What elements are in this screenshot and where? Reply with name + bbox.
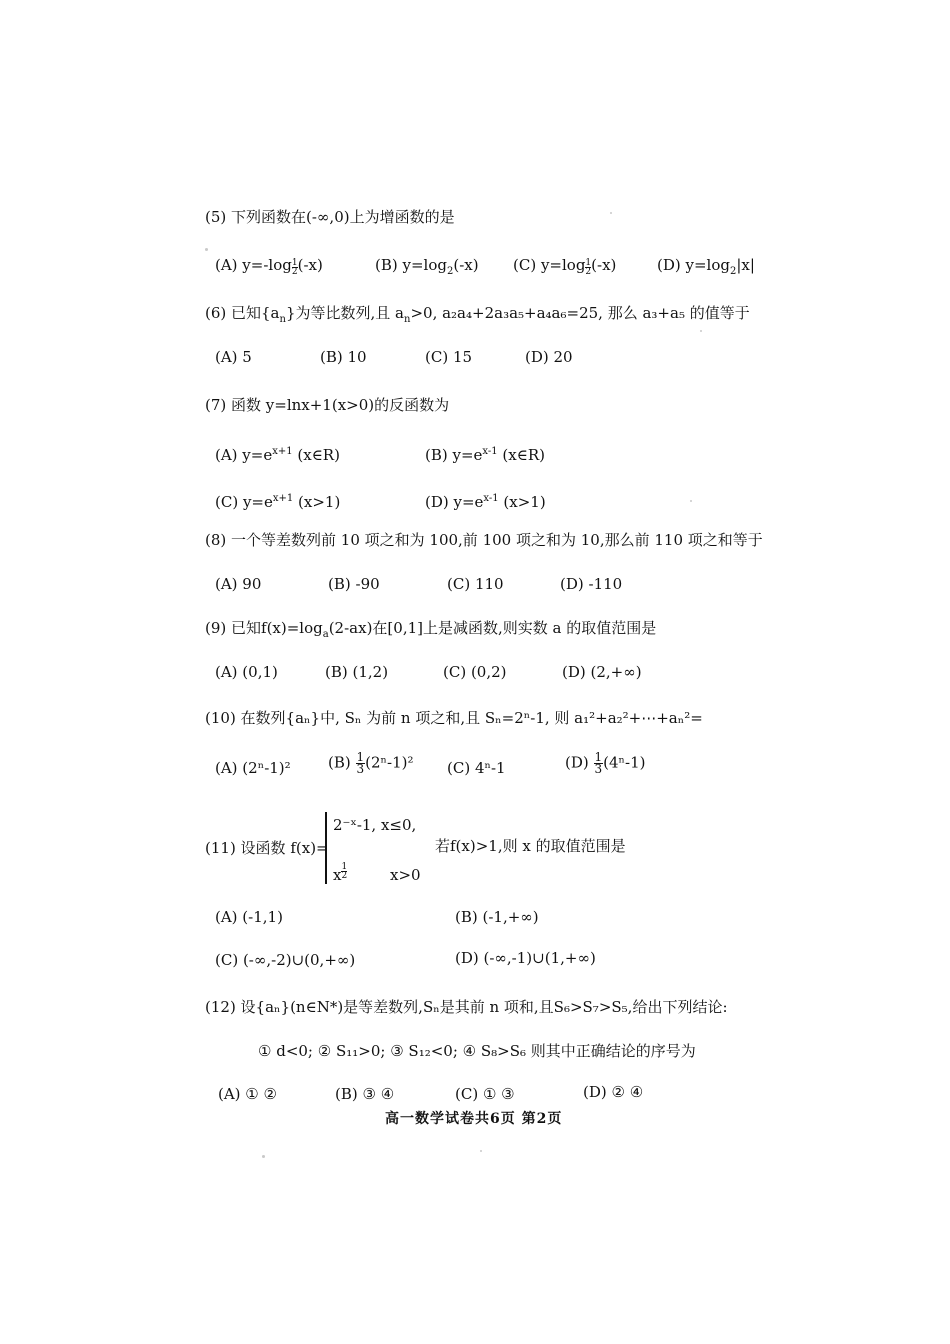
q12-conclusions: ① d<0; ② S₁₁>0; ③ S₁₂<0; ④ S₈>S₆ 则其中正确结论的序号为 [258, 1042, 696, 1060]
q12-stem: (12) 设{aₙ}(n∈N*)是等差数列,Sₙ是其前 n 项和,且S₆>S₇>S₅,给出下列结论: [205, 998, 728, 1016]
q9-option-c: (C) (0,2) [443, 663, 507, 681]
q8-option-a: (A) 90 [215, 575, 262, 593]
scan-speck [690, 500, 692, 502]
q5-option-a: (A) y=-log $\frac{1}{2}$ (-x) [215, 256, 323, 277]
q7-option-a: (A) $y=e^{x+1}$ (x∈R) [215, 446, 340, 464]
scan-speck [610, 212, 612, 214]
q7-option-b: (B) $y=e^{x-1}$ (x∈R) [425, 446, 545, 464]
q10-option-d: (D) $\frac{1}{3}$ (4ⁿ-1) [565, 750, 646, 776]
q6-option-d: (D) 20 [525, 348, 573, 366]
q12-option-b: (B) ③ ④ [335, 1085, 395, 1103]
q11-option-d: (D) (-∞,-1)∪(1,+∞) [455, 949, 596, 967]
q10-option-a: (A) (2ⁿ-1)² [215, 759, 291, 777]
q11-case-2: x $^{\frac{1}{2}}$ [333, 862, 348, 884]
q7-stem: (7) 函数 y=lnx+1(x>0)的反函数为 [205, 396, 450, 414]
q10-stem: (10) 在数列{aₙ}中, Sₙ 为前 n 项之和,且 Sₙ=2ⁿ-1, 则 a₁²+a₂²+⋯+aₙ²= [205, 709, 703, 727]
scan-speck [205, 248, 208, 251]
q11-option-b: (B) (-1,+∞) [455, 908, 539, 926]
q7-option-d: (D) $y=e^{x-1}$ (x>1) [425, 493, 546, 511]
scan-speck [480, 1150, 482, 1152]
q9-option-d: (D) (2,+∞) [562, 663, 642, 681]
q11-option-a: (A) (-1,1) [215, 908, 283, 926]
q6-stem: (6) 已知$\{a_n\}$为等比数列,且 $a_n>0$, a₂a₄+2a₃a₅+a₄a₆=25, 那么 a₃+a₅ 的值等于 [205, 304, 750, 325]
q11-option-c: (C) (-∞,-2)∪(0,+∞) [215, 951, 356, 969]
q6-option-b: (B) 10 [320, 348, 367, 366]
q5-option-b: (B) $y=\log_2(-x)$ [375, 256, 479, 277]
q12-option-c: (C) ① ③ [455, 1085, 515, 1103]
piecewise-brace [325, 812, 333, 884]
page-footer: 高一数学试卷共6页 第2页 [385, 1111, 563, 1127]
q11-case-2-condition: x>0 [390, 866, 421, 884]
q11-case-1: 2⁻ˣ-1, x≤0, [333, 816, 417, 834]
q11-stem: (11) 设函数 f(x)= [205, 839, 329, 857]
q9-option-b: (B) (1,2) [325, 663, 389, 681]
q8-stem: (8) 一个等差数列前 10 项之和为 100,前 100 项之和为 10,那么前 110 项之和等于 [205, 531, 763, 549]
q8-option-b: (B) -90 [328, 575, 380, 593]
q5-option-d: (D) $y=\log_2|x|$ [657, 256, 755, 277]
q12-option-d: (D) ② ④ [583, 1083, 644, 1101]
q5-stem: (5) 下列函数在(-∞,0)上为增函数的是 [205, 208, 455, 226]
q10-option-b: (B) $\frac{1}{3}$ (2ⁿ-1)² [328, 750, 414, 776]
q6-option-c: (C) 15 [425, 348, 473, 366]
q5-option-c: (C) y=log $\frac{1}{2}$ (-x) [513, 256, 617, 277]
q7-option-c: (C) $y=e^{x+1}$ (x>1) [215, 493, 341, 511]
q10-option-c: (C) 4ⁿ-1 [447, 759, 506, 777]
q9-option-a: (A) (0,1) [215, 663, 278, 681]
q11-condition: 若f(x)>1,则 x 的取值范围是 [435, 837, 626, 855]
q8-option-d: (D) -110 [560, 575, 623, 593]
q12-option-a: (A) ① ② [218, 1085, 277, 1103]
q6-option-a: (A) 5 [215, 348, 252, 366]
scan-speck [700, 330, 702, 332]
q9-stem: (9) 已知$f(x)=\log_a(2-ax)$在[0,1]上是减函数,则实数 a 的取值范围是 [205, 619, 657, 640]
q8-option-c: (C) 110 [447, 575, 504, 593]
scan-speck [262, 1155, 265, 1158]
